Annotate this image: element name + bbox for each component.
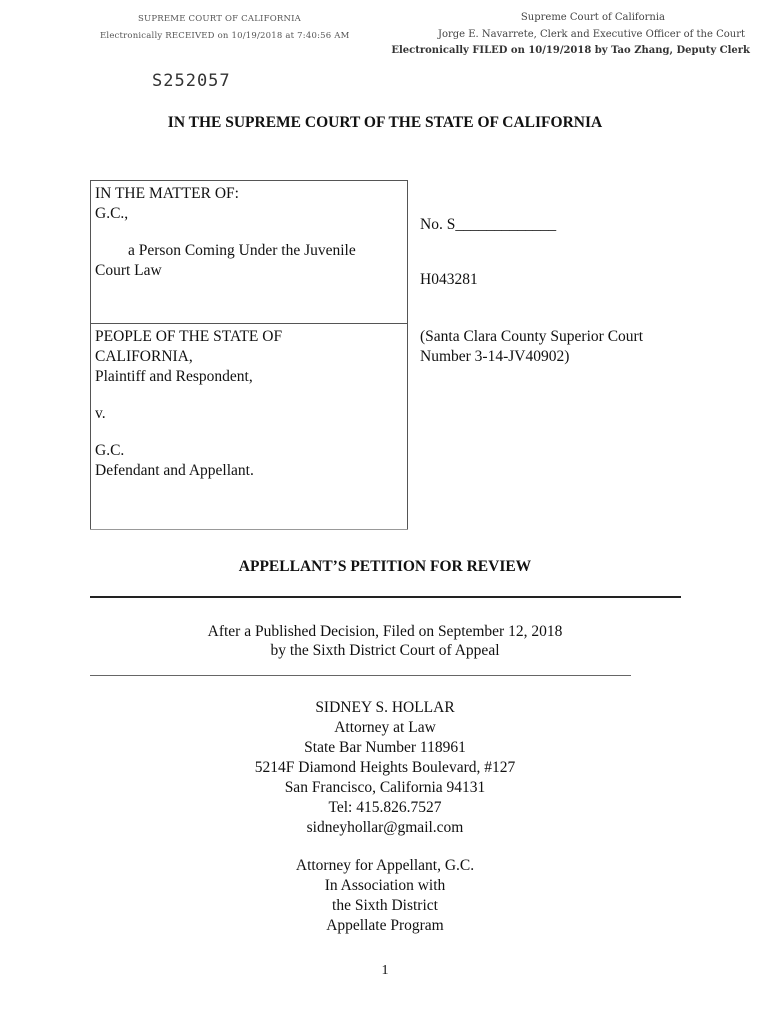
representation-line4: Appellate Program [326,917,444,934]
court-title: IN THE SUPREME COURT OF THE STATE OF CALIFORNIA [167,114,603,131]
caption-person-line1: a Person Coming Under the Juvenile [128,242,356,259]
supreme-case-number: No. S_____________ [420,216,557,233]
caption-person-line2: Court Law [95,262,162,279]
page-number: 1 [381,963,389,978]
attorney-address1: 5214F Diamond Heights Boulevard, #127 [254,759,516,776]
caption-minor: G.C., [95,205,129,222]
attorney-phone: Tel: 415.826.7527 [328,799,442,816]
filed-stamp-court: Supreme Court of California [520,12,665,23]
representation-line1: Attorney for Appellant, G.C. [295,857,475,874]
caption-defendant: G.C. [95,442,125,459]
document-title: APPELLANT’S PETITION FOR REVIEW [238,558,532,575]
decision-line1: After a Published Decision, Filed on September 12, 2018 [207,623,563,640]
title-rule [90,596,681,598]
representation-line3: the Sixth District [332,897,438,914]
decision-rule [90,675,631,676]
caption-plaintiff-role: Plaintiff and Respondent, [95,368,253,385]
attorney-bar-number: State Bar Number 118961 [304,739,466,756]
attorney-address2: San Francisco, California 94131 [284,779,486,796]
caption-plaintiff-line2: CALIFORNIA, [95,348,193,365]
representation-line2: In Association with [324,877,446,894]
attorney-email: sidneyhollar@gmail.com [306,819,464,836]
caption-plaintiff-line1: PEOPLE OF THE STATE OF [95,328,283,345]
filed-stamp-date: Electronically FILED on 10/19/2018 by Tao Zhang, Deputy Clerk [391,45,750,56]
superior-court-line1: (Santa Clara County Superior Court [420,328,643,345]
caption-matter-of: IN THE MATTER OF: [95,185,239,202]
superior-court-line2: Number 3-14-JV40902) [420,348,570,365]
case-number-stamp: S252057 [152,71,231,91]
caption-versus: v. [95,405,106,422]
decision-line2: by the Sixth District Court of Appeal [270,642,500,659]
caption-defendant-role: Defendant and Appellant. [95,462,254,479]
received-stamp-date: Electronically RECEIVED on 10/19/2018 at 7:40:56 AM [100,31,350,41]
attorney-name: SIDNEY S. HOLLAR [315,699,455,716]
received-stamp-court: SUPREME COURT OF CALIFORNIA [138,14,301,24]
appellate-case-number: H043281 [420,271,478,288]
filed-stamp-clerk: Jorge E. Navarrete, Clerk and Executive Officer of the Court [437,29,745,40]
attorney-title: Attorney at Law [334,719,436,736]
